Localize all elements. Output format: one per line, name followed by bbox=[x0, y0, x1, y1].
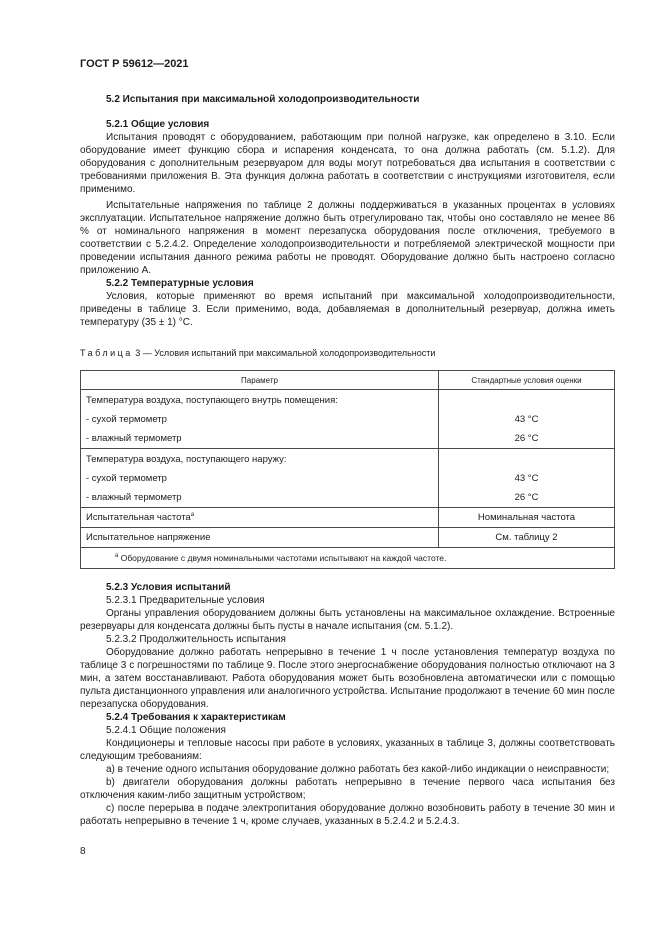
table-row bbox=[81, 410, 615, 429]
list-item: c) после перерыва в подаче электропитания оборудование должно возобновить работу в течение 30 мин и работать непрерывно в течение 1 ч, кроме случаев, указанных в 5.2.4.2 и 5.2.4.3. bbox=[80, 803, 615, 827]
value-test-voltage: См. таблицу 2 bbox=[439, 528, 615, 548]
header-cell-standard-conditions: Стандартные условия оценки bbox=[439, 371, 615, 390]
header-cell-parameter: Параметр bbox=[81, 371, 439, 390]
paragraph: Оборудование должно работать непрерывно в течение 1 ч после установления температур воздуха по таблице 3 с погрешностями по таблице 9. После этого энергоснабжение оборудования полностью отключают на 3 мин, а затем восстанавливают. Работа оборудования может быть возобновлена автоматически или с помощью пульта дистанционного управления или аналогичного устройства. Испытание продолжают в течение 60 мин после перезапуска оборудования. bbox=[80, 647, 615, 710]
table-row bbox=[81, 488, 615, 508]
section-heading-5-2-3-1: 5.2.3.1 Предварительные условия bbox=[106, 595, 265, 606]
section-heading-5-2: 5.2 Испытания при максимальной холодопроизводительности bbox=[106, 94, 420, 105]
table-caption-label: Таблица bbox=[80, 348, 133, 358]
table-row bbox=[81, 469, 615, 488]
table-footnote: $^a$ Оборудование с двумя номинальными частотами испытывают на каждой частоте. bbox=[81, 548, 615, 569]
value-indoor-wet: 26 °С bbox=[439, 429, 615, 449]
footnote-marker: a bbox=[115, 552, 119, 559]
list-item: b) двигатели оборудования должны работать непрерывно в течение первого часа испытания без отключения каким-либо защитным устройством; bbox=[80, 777, 615, 801]
value-outdoor-wet: 26 °С bbox=[439, 488, 615, 508]
table-footnote-row bbox=[81, 548, 615, 569]
page-number: 8 bbox=[80, 846, 86, 857]
table-row bbox=[81, 429, 615, 449]
section-heading-5-2-1: 5.2.1 Общие условия bbox=[106, 119, 210, 130]
paragraph: Условия, которые применяют во время испытаний при максимальной холодопроизводительности, приведены в таблице 3. Если применимо, вода, добавляемая в дополнительный резервуар, должна иметь температуру (35 ± 1) °С. bbox=[80, 291, 615, 328]
paragraph: Испытания проводят с оборудованием, работающим при полной нагрузке, как определено в 3.10. Если оборудование имеет функцию сбора и испарения конденсата, то она должна работать (см. 5.1.2). Для оборудования с дополнительным резервуаром для воды могут потребоваться два испытания в соответствии с требованиями приложения В. Эта функция должна работать в соответствии с инструкциями изготовителя, если применимо. bbox=[80, 132, 615, 195]
document-body bbox=[80, 93, 615, 828]
paragraph: Испытательные напряжения по таблице 2 должны поддерживаться в указанных процентах в условиях эксплуатации. Испытательное напряжение должно быть отрегулировано так, чтобы оно составляло не менее 86 % от номинального напряжения в момент перезапуска оборудования после отключения, требуемого в соответствии с 5.2.4.2. Определение холодопроизводительности и потребляемой электрической мощности при проведении испытания данного режима работы не проводят. Оборудование должно быть настроено согласно приложению А. bbox=[80, 200, 615, 276]
value-outdoor-dry: 43 °С bbox=[439, 469, 615, 488]
paragraph: Кондиционеры и тепловые насосы при работе в условиях, указанных в таблице 3, должны соответствовать следующим требованиям: bbox=[80, 738, 615, 762]
row-label-test-voltage: Испытательное напряжение bbox=[81, 528, 439, 548]
section-heading-5-2-4-1: 5.2.4.1 Общие положения bbox=[106, 725, 226, 736]
section-heading-5-2-4: 5.2.4 Требования к характеристикам bbox=[106, 712, 286, 723]
row-label-indoor-wet: - влажный термометр bbox=[81, 429, 439, 449]
section-heading-5-2-3-2: 5.2.3.2 Продолжительность испытания bbox=[106, 634, 286, 645]
table-header-row bbox=[81, 371, 615, 390]
row-label-outdoor-air: Температура воздуха, поступающего наружу: bbox=[81, 449, 439, 470]
table-caption bbox=[80, 347, 615, 360]
row-label-test-frequency: Испытательная частота$^a$ bbox=[81, 508, 439, 528]
section-heading-5-2-2: 5.2.2 Температурные условия bbox=[106, 278, 254, 289]
value-test-frequency: Номинальная частота bbox=[439, 508, 615, 528]
section-heading-5-2-3: 5.2.3 Условия испытаний bbox=[106, 582, 231, 593]
table-row bbox=[81, 390, 615, 411]
table-3 bbox=[80, 370, 615, 569]
row-label-indoor-air: Температура воздуха, поступающего внутрь помещения: bbox=[81, 390, 439, 411]
row-label-outdoor-dry: - сухой термометр bbox=[81, 469, 439, 488]
table-row bbox=[81, 508, 615, 528]
table-row bbox=[81, 528, 615, 548]
paragraph: Органы управления оборудованием должны быть установлены на максимальное охлаждение. Встроенные резервуары для конденсата должны быть пусты в начале испытания (см. 5.1.2). bbox=[80, 608, 615, 632]
row-label-outdoor-wet: - влажный термометр bbox=[81, 488, 439, 508]
table-row bbox=[81, 449, 615, 470]
row-label-indoor-dry: - сухой термометр bbox=[81, 410, 439, 429]
table-caption-title: 3 — Условия испытаний при максимальной холодопроизводительности bbox=[132, 348, 436, 358]
document-header: ГОСТ Р 59612—2021 bbox=[80, 58, 189, 70]
list-item: a) в течение одного испытания оборудование должно работать без какой-либо индикации о неисправности; bbox=[106, 764, 610, 775]
footnote-marker: a bbox=[190, 511, 195, 518]
value-indoor-dry: 43 °С bbox=[439, 410, 615, 429]
